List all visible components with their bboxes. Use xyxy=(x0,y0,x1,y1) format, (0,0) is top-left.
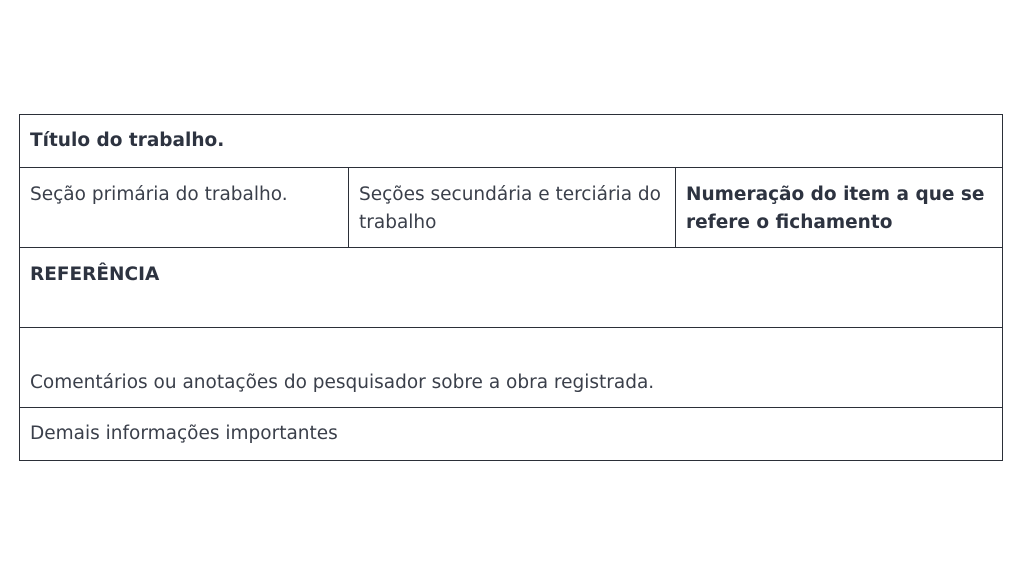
other-info-row xyxy=(20,408,1002,460)
other-info-cell: Demais informações importantes xyxy=(30,423,338,444)
item-numbering-cell: Numeração do item a que se refere o fichamento xyxy=(675,168,1001,247)
fichamento-table xyxy=(19,114,1003,461)
comments-cell: Comentários ou anotações do pesquisador sobre a obra registrada. xyxy=(30,372,655,393)
primary-section-cell: Seção primária do trabalho. xyxy=(30,184,288,205)
title-row xyxy=(20,115,1002,168)
secondary-sections-cell: Seções secundária e terciária do trabalho xyxy=(348,168,675,247)
reference-row xyxy=(20,248,1002,328)
sections-row xyxy=(20,168,1002,248)
reference-cell: REFERÊNCIA xyxy=(30,264,160,285)
comments-row xyxy=(20,328,1002,408)
work-title-cell: Título do trabalho. xyxy=(30,130,225,151)
